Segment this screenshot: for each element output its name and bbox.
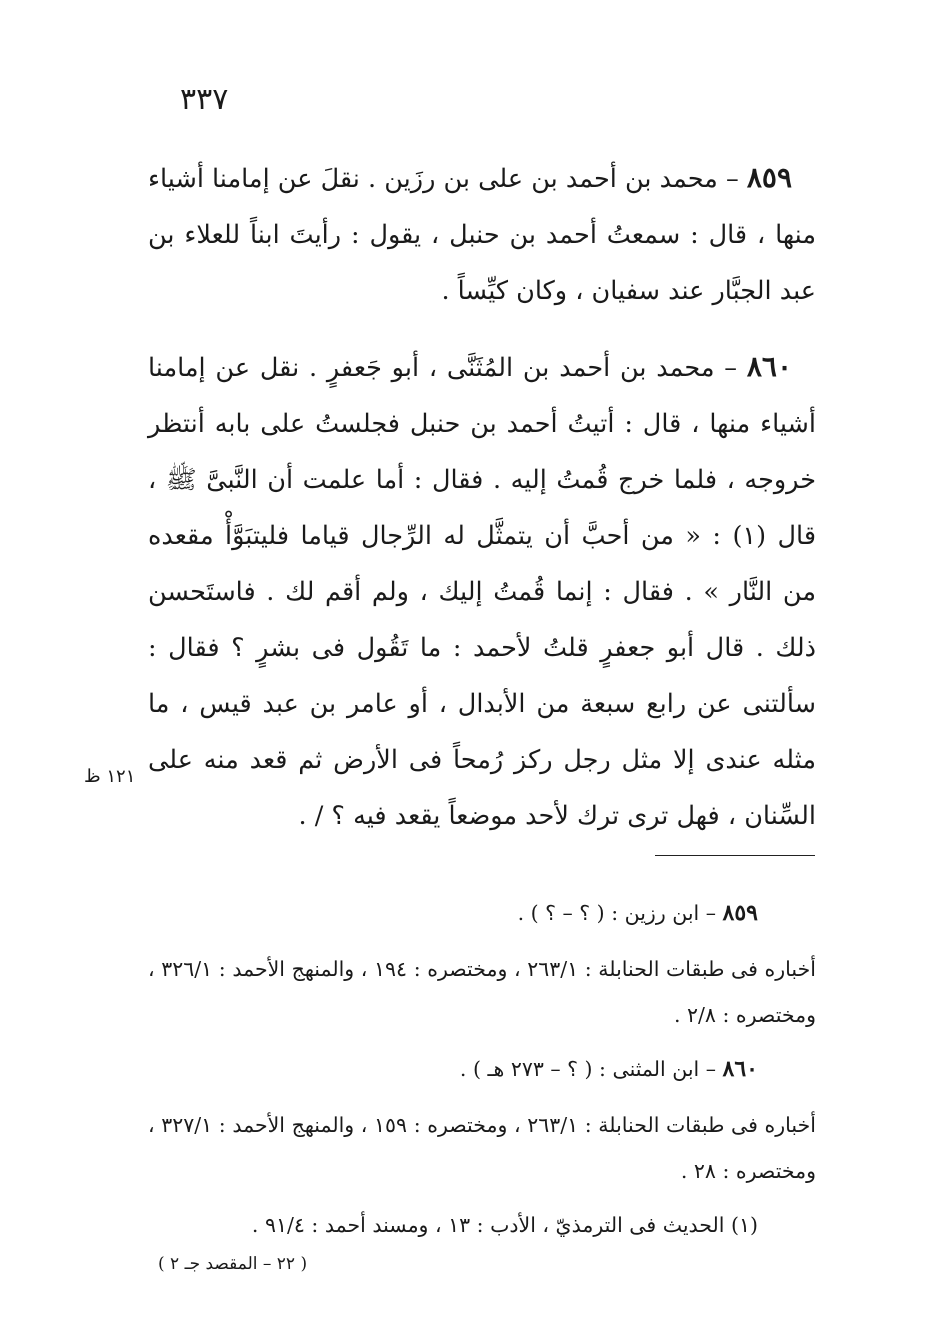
printer-signature: ( ٢٢ – المقصد جـ ٢ ) — [158, 1254, 308, 1274]
footnote-number: ٨٦٠ — [722, 1056, 758, 1082]
entry-859 — [148, 150, 816, 319]
margin-folio-note: ١٢١ ظ — [84, 766, 136, 787]
footnote-divider — [655, 855, 815, 856]
entry-dash: – — [714, 353, 747, 383]
entry-number: ٨٦٠ — [746, 350, 792, 383]
footnote-head-text: – ابن المثنى : ( ؟ – ٢٧٣ هـ ) . — [459, 1057, 723, 1081]
footnote-860-head — [148, 1046, 816, 1092]
entry-number: ٨٥٩ — [746, 161, 793, 194]
footnote-859-body: أخباره فى طبقات الحنابلة : ٢٦٣/١ ، ومختصره : ١٩٤ ، والمنهج الأحمد : ٣٢٦/١ ، ومختصره : ٢/٨ . — [148, 957, 816, 1027]
entry-dash: – — [717, 164, 747, 194]
footnote-860-body: أخباره فى طبقات الحنابلة : ٢٦٣/١ ، ومختصره : ١٥٩ ، والمنهج الأحمد : ٣٢٧/١ ، ومختصره : ٢٨ . — [148, 1113, 816, 1183]
footnote-number: ٨٥٩ — [722, 900, 758, 926]
footnote-head-text: – ابن رزين : ( ؟ – ؟ ) . — [517, 901, 723, 925]
hadith-footnote: (١) الحديث فى الترمذيّ ، الأدب : ١٣ ، ومسند أحمد : ٩١/٤ . — [251, 1213, 758, 1237]
footnote-859-head — [148, 890, 816, 936]
page-number: ٣٣٧ — [180, 82, 229, 117]
entry-text: محمد بن أحمد بن المُثَنَّى ، أبو جَعفرٍ . نقل عن إمامنا أشياء منها ، قال : أتيتُ أحمد بن حنبل فجلستُ على بابه أنتظر خروجه ، فلما خرج قُمتُ إليه . فقال : أما علمت أن النَّبىَّ ﷺ ، قال (١) : « من أحبَّ أن يتمثَّل له الرِّجال قياما فليتبَوَّأْ مقعده من النَّار » . فقال : إنما قُمتُ إليك ، ولم أقم لك . فاستَحسن ذلك . قال أبو جعفرٍ قلتُ لأحمد : ما تَقُول فى بشرٍ ؟ فقال : سألتنى عن رابع سبعة من الأبدال ، أو عامر بن عبد قيس ، ما مثله عندى إلا مثل رجل ركز رُمحاً فى الأرض ثم قعد منه على السِّنان ، فهل ترى ترك لأحد موضعاً يقعد فيه ؟ / . — [148, 353, 817, 831]
footnotes — [148, 890, 816, 1248]
main-text — [148, 150, 816, 864]
entry-text: محمد بن أحمد بن على بن رزَين . نقلَ عن إمامنا أشياء منها ، قال : سمعتُ أحمد بن حنبل ، يقول : رأيتَ ابناً للعلاء بن عبد الجبَّار عند سفيان ، وكان كيِّساً . — [148, 164, 816, 306]
entry-860 — [148, 339, 816, 844]
